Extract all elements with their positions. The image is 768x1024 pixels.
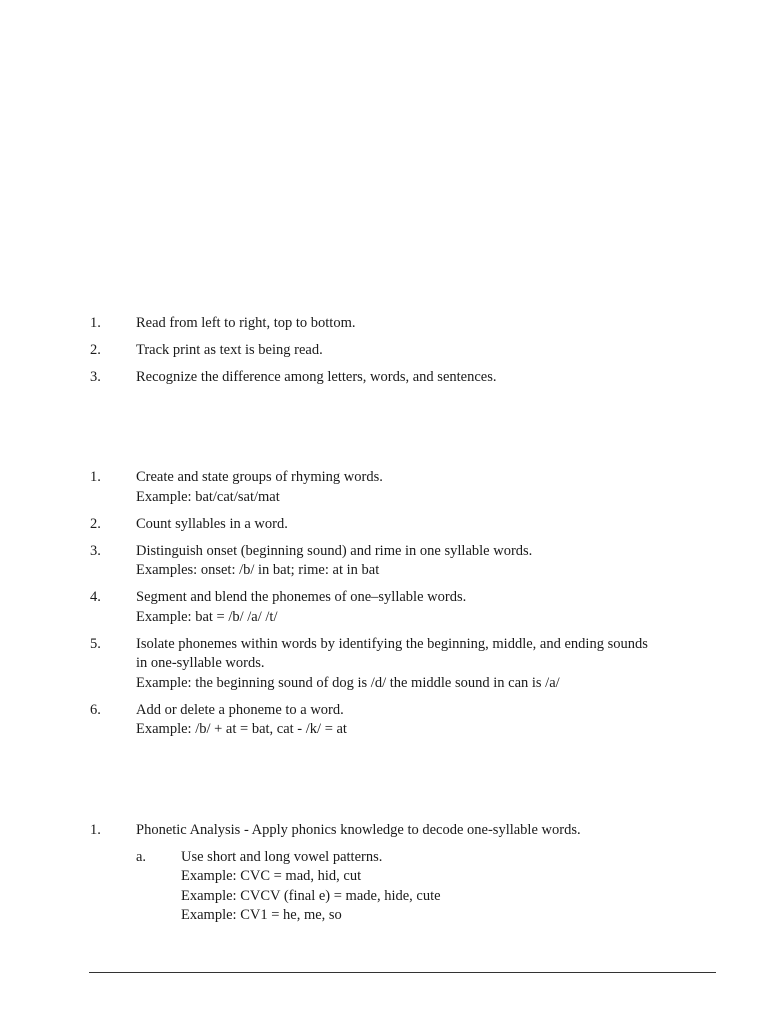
list-item xyxy=(0,515,768,535)
item-example: Example: bat = /b/ /a/ /t/ xyxy=(136,608,278,625)
item-number: 1. xyxy=(90,469,101,485)
item-text-continued: in one-syllable words. xyxy=(136,655,265,671)
list-item xyxy=(0,314,768,334)
item-text: Count syllables in a word. xyxy=(136,515,288,532)
list-item xyxy=(0,588,768,627)
list-item xyxy=(0,542,768,581)
item-example: Example: /b/ + at = bat, cat - /k/ = at xyxy=(136,721,347,737)
item-number: 4. xyxy=(90,589,101,605)
item-text: Create and state groups of rhyming words. xyxy=(136,469,383,485)
footer-divider xyxy=(89,972,716,973)
item-example: Example: the beginning sound of dog is /d/ the middle sound in can is /a/ xyxy=(136,674,560,691)
concepts-of-print-list xyxy=(0,314,768,388)
item-text: Read from left to right, top to bottom. xyxy=(136,315,356,331)
item-number: 2. xyxy=(90,515,101,532)
item-number: 6. xyxy=(90,701,101,718)
list-item xyxy=(0,701,768,740)
item-text: Isolate phonemes within words by identifying the beginning, middle, and ending sounds xyxy=(136,635,648,652)
item-number: 5. xyxy=(90,635,101,652)
item-text: Phonetic Analysis - Apply phonics knowledge to decode one-syllable words. xyxy=(136,822,581,838)
phonetic-analysis-list xyxy=(0,821,768,926)
list-item xyxy=(0,821,768,841)
item-number: 2. xyxy=(90,342,101,358)
item-text: Segment and blend the phonemes of one–syllable words. xyxy=(136,589,467,605)
item-number: 3. xyxy=(90,542,101,559)
item-number: 1. xyxy=(90,315,101,331)
item-example: Examples: onset: /b/ in bat; rime: at in bat xyxy=(136,562,380,578)
list-item xyxy=(0,635,768,694)
sub-item-letter: a. xyxy=(136,848,147,865)
item-text: Track print as text is being read. xyxy=(136,342,323,358)
list-item xyxy=(0,368,768,388)
item-number: 3. xyxy=(90,369,101,385)
list-item xyxy=(0,341,768,361)
item-number: 1. xyxy=(90,822,101,838)
list-item xyxy=(0,468,768,507)
sub-item-example: Example: CVC = mad, hid, cut xyxy=(181,868,362,884)
item-example: Example: bat/cat/sat/mat xyxy=(136,488,280,505)
phonemic-awareness-list xyxy=(0,468,768,740)
sub-item-example: Example: CV1 = he, me, so xyxy=(181,907,342,923)
item-text: Add or delete a phoneme to a word. xyxy=(136,701,344,718)
sub-item-text: Use short and long vowel patterns. xyxy=(181,848,383,865)
sub-item-example: Example: CVCV (final e) = made, hide, cute xyxy=(181,887,441,904)
item-text: Recognize the difference among letters, words, and sentences. xyxy=(136,369,497,385)
sub-list-item xyxy=(0,848,768,926)
item-text: Distinguish onset (beginning sound) and rime in one syllable words. xyxy=(136,542,533,559)
